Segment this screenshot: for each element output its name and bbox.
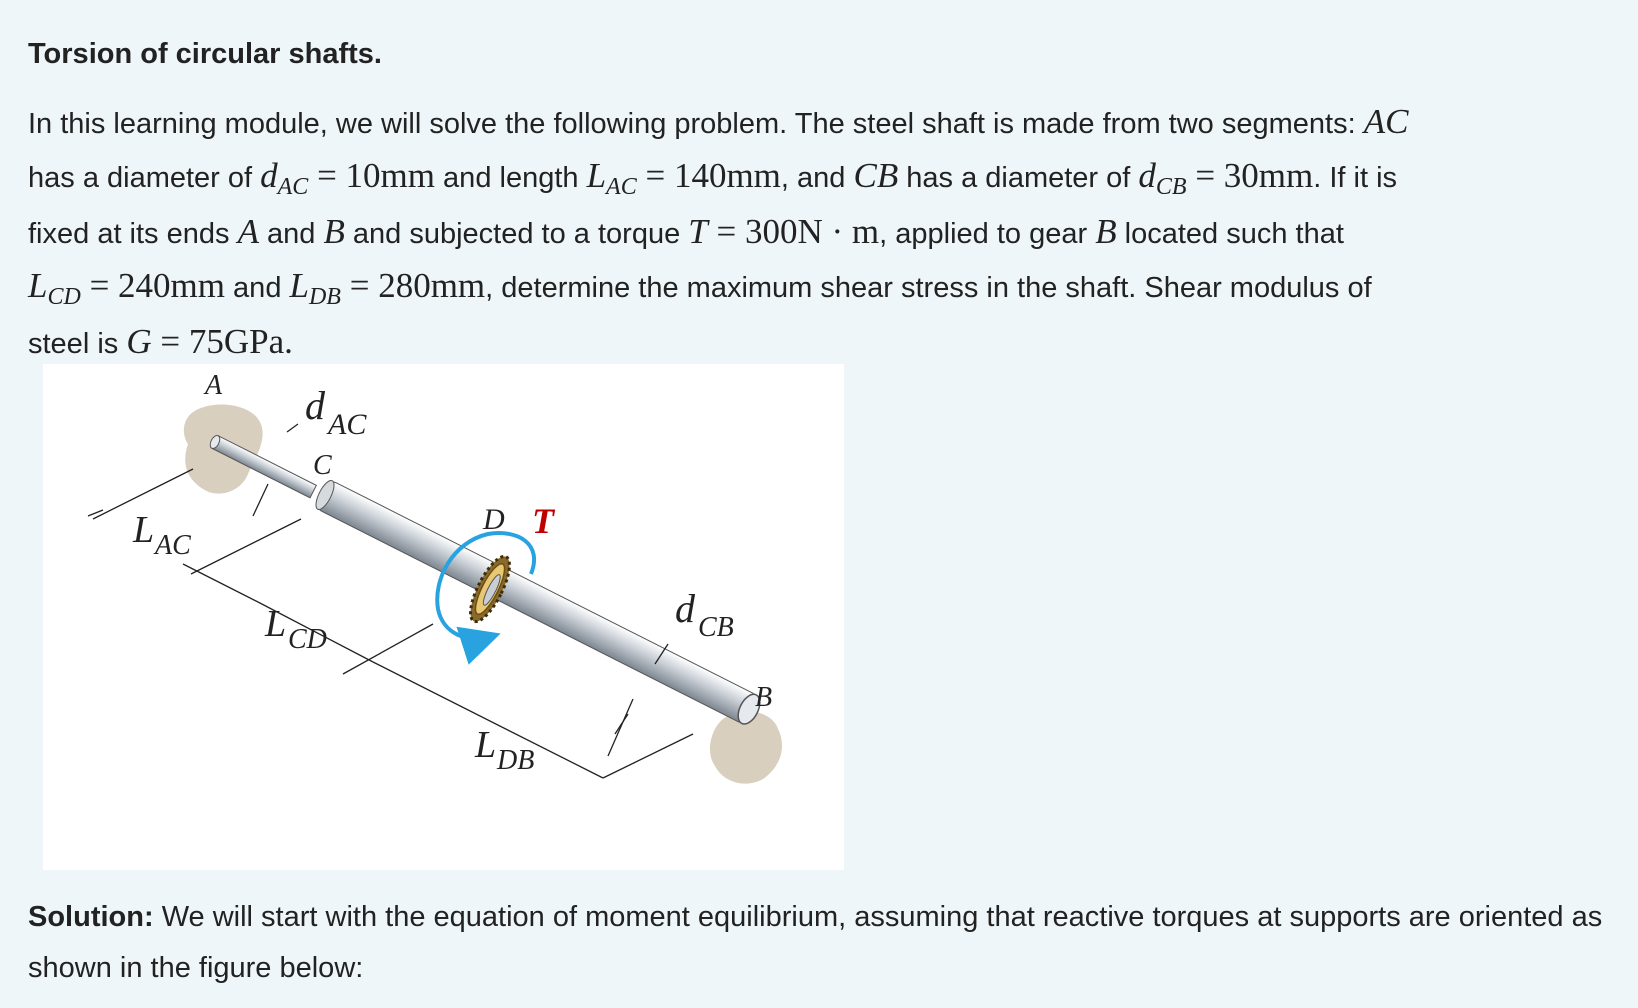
math-eq: = 140mm	[636, 156, 781, 195]
math-sub: CD	[47, 284, 81, 310]
text: , applied to gear	[879, 218, 1096, 250]
text: has a diameter of	[898, 162, 1139, 194]
text: and length	[435, 162, 587, 194]
text: , and	[780, 162, 854, 194]
math-L: L	[289, 266, 309, 305]
math-A: A	[237, 212, 259, 251]
label-dAC: d	[305, 383, 325, 428]
label-LAC: L	[133, 509, 155, 551]
label-dCB-sub: CB	[698, 612, 734, 643]
text: located such that	[1116, 218, 1344, 250]
math-sub: CB	[1155, 174, 1187, 200]
shaft-diagram	[43, 364, 844, 870]
math-d: d	[1138, 156, 1156, 195]
math-G: G	[126, 322, 152, 361]
math-d: d	[260, 156, 278, 195]
text: has a diameter of	[28, 162, 261, 194]
text: , determine the maximum shear stress in the shaft. Shear modulus of	[485, 272, 1372, 304]
solution-paragraph	[28, 892, 1618, 994]
dimension-lines	[88, 424, 693, 778]
math-B: B	[323, 212, 345, 251]
math-sub: DB	[308, 284, 341, 310]
text: and subjected to a torque	[344, 218, 689, 250]
label-dCB: d	[675, 586, 695, 631]
math-eq: = 240mm	[80, 266, 225, 305]
content	[28, 26, 1618, 370]
shaft-figure	[43, 364, 844, 870]
math-T: T	[688, 212, 708, 251]
label-T: T	[532, 501, 554, 541]
solution-label: Solution:	[28, 901, 154, 933]
problem-statement	[28, 96, 1618, 370]
math-L: L	[586, 156, 607, 195]
label-C: C	[313, 450, 332, 481]
text: . If it is	[1313, 162, 1398, 194]
label-LAC-sub: AC	[155, 530, 191, 561]
text: fixed at its ends	[28, 218, 238, 250]
label-dAC-sub: AC	[328, 408, 367, 441]
math-eq: = 30mm	[1186, 156, 1314, 195]
math-sub: AC	[277, 174, 309, 200]
math-AC: AC	[1363, 102, 1409, 141]
text: In this learning module, we will solve the following problem. The steel shaft is made from two segments:	[28, 108, 1364, 140]
math-eq: = 300N · m	[707, 212, 880, 251]
math-eq: = 280mm	[340, 266, 486, 305]
text: steel is	[28, 328, 127, 360]
label-D: D	[483, 503, 505, 536]
label-LDB: L	[475, 724, 497, 766]
solution-text: We will start with the equation of moment equilibrium, assuming that reactive torques at supports are oriented as shown in the figure below:	[28, 901, 1603, 984]
math-B: B	[1095, 212, 1117, 251]
label-A: A	[205, 370, 223, 401]
math-CB: CB	[853, 156, 899, 195]
label-B: B	[755, 682, 773, 713]
label-LCD-sub: CD	[288, 624, 327, 655]
label-LDB-sub: DB	[497, 745, 535, 776]
text: .	[284, 322, 293, 361]
label-LCD: L	[265, 603, 287, 645]
math-sub: AC	[606, 174, 637, 200]
math-eq: = 10mm	[308, 156, 435, 195]
text: and	[258, 218, 324, 250]
math-eq: = 75GPa	[151, 322, 285, 361]
math-L: L	[28, 266, 48, 305]
page-title: Torsion of circular shafts.	[28, 38, 382, 70]
text: and	[225, 272, 290, 304]
